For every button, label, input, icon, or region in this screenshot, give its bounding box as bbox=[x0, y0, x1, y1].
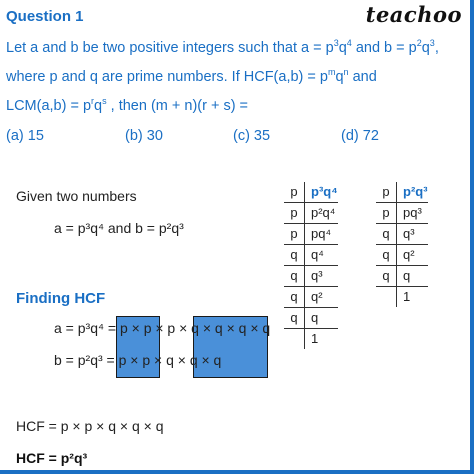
quotient-cell: q² bbox=[305, 287, 338, 308]
hcf-expansion: HCF = p × p × q × q × q bbox=[16, 418, 164, 434]
divisor-cell: q bbox=[284, 287, 305, 308]
quotient-cell: p²q⁴ bbox=[305, 203, 338, 224]
a-factorization: a = p³q⁴ = p × p × p × q × q × q × q bbox=[54, 320, 271, 336]
table-row bbox=[376, 287, 428, 308]
table-row bbox=[284, 287, 338, 308]
table-row bbox=[284, 329, 338, 350]
bottom-accent-bar bbox=[0, 470, 474, 474]
table-row bbox=[376, 266, 428, 287]
divisor-cell bbox=[284, 329, 305, 350]
divisor-cell: q bbox=[376, 266, 397, 287]
divisor-cell: p bbox=[284, 182, 305, 203]
division-table-b bbox=[376, 182, 428, 307]
option-c[interactable]: (c) 35 bbox=[233, 128, 271, 144]
option-a[interactable]: (a) 15 bbox=[6, 128, 44, 144]
option-d[interactable]: (d) 72 bbox=[341, 128, 379, 144]
table-row bbox=[376, 224, 428, 245]
given-numbers: a = p³q⁴ and b = p²q³ bbox=[54, 220, 184, 236]
divisor-cell: q bbox=[284, 308, 305, 329]
divisor-cell: p bbox=[284, 203, 305, 224]
dividend-cell: p³q⁴ bbox=[305, 182, 338, 203]
divisor-cell: p bbox=[284, 224, 305, 245]
table-row bbox=[284, 203, 338, 224]
table-row bbox=[284, 224, 338, 245]
quotient-cell: q bbox=[305, 308, 338, 329]
table-row bbox=[284, 308, 338, 329]
quotient-cell: q⁴ bbox=[305, 245, 338, 266]
divisor-cell bbox=[376, 287, 397, 308]
quotient-cell: q bbox=[397, 266, 428, 287]
quotient-cell: 1 bbox=[311, 331, 319, 346]
option-b[interactable]: (b) 30 bbox=[125, 128, 163, 144]
question-title: Question 1 bbox=[6, 8, 84, 25]
question-line-1: Let a and b be two positive integers such that $a = p^3q^4$ and $b = p^2q^3$, bbox=[6, 38, 439, 56]
question-line-2: where p and q are prime numbers. If $HCF(a,b) = p^mq^n$ and bbox=[6, 67, 377, 85]
right-accent-bar bbox=[470, 0, 474, 474]
quotient-cell: q³ bbox=[397, 224, 428, 245]
table-row bbox=[376, 203, 428, 224]
question-line-3: $LCM(a,b) = p^rq^s$ , then (m + n)(r + s) = bbox=[6, 96, 249, 114]
division-table-a bbox=[284, 182, 338, 349]
quotient-cell: q³ bbox=[305, 266, 338, 287]
teachoo-logo: teachoo bbox=[365, 2, 462, 27]
hcf-result: HCF = p²q³ bbox=[16, 450, 88, 466]
quotient-cell: pq³ bbox=[397, 203, 428, 224]
divisor-cell: q bbox=[376, 224, 397, 245]
divisor-cell: q bbox=[284, 245, 305, 266]
dividend-cell: p²q³ bbox=[397, 182, 428, 203]
given-heading: Given two numbers bbox=[16, 188, 137, 204]
divisor-cell: p bbox=[376, 203, 397, 224]
divisor-cell: p bbox=[376, 182, 397, 203]
quotient-cell: pq⁴ bbox=[305, 224, 338, 245]
table-row bbox=[284, 245, 338, 266]
divisor-cell: q bbox=[284, 266, 305, 287]
finding-hcf-heading: Finding HCF bbox=[16, 290, 106, 307]
b-factorization: b = p²q³ = p × p × q × q × q bbox=[54, 352, 222, 368]
quotient-cell: 1 bbox=[403, 289, 411, 304]
divisor-cell: q bbox=[376, 245, 397, 266]
table-row bbox=[284, 266, 338, 287]
table-row bbox=[376, 182, 428, 203]
table-row bbox=[376, 245, 428, 266]
quotient-cell: q² bbox=[397, 245, 428, 266]
table-row bbox=[284, 182, 338, 203]
